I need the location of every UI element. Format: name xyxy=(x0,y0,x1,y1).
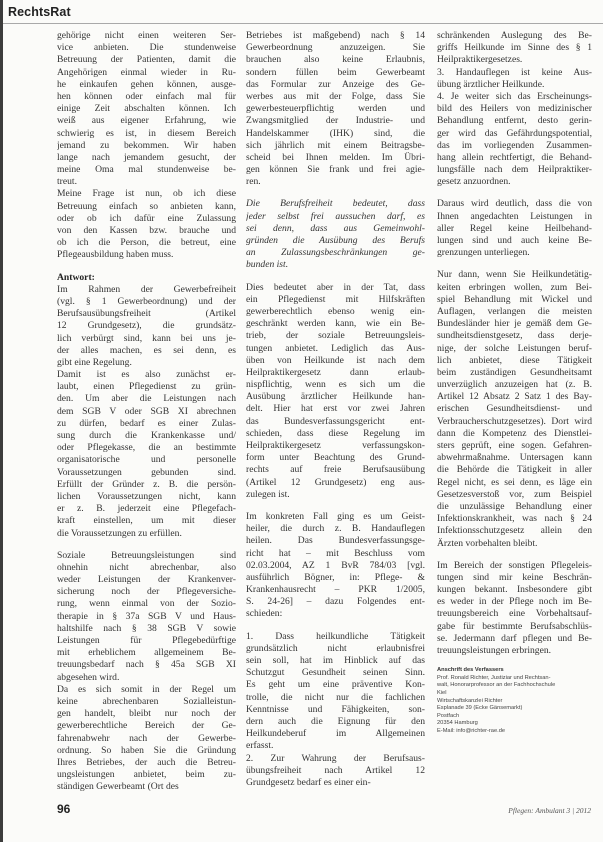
text-line: vice anbieten. Die stundenweise xyxy=(57,42,236,54)
author-box-line: Prof. Ronald Richter, Justiziar und Rechtsan- xyxy=(437,674,551,681)
text-line: üben von Heilkunde ist nach dem xyxy=(246,354,425,366)
text-line: oder Pflegekasse, die an bestimmte xyxy=(57,442,236,454)
text-line: S. 24-26] – dazu Folgendes ent- xyxy=(246,596,425,608)
text-section xyxy=(437,269,592,549)
paragraph xyxy=(437,198,592,259)
author-box-line: Wirtschaftskanzlei Richter xyxy=(437,697,503,704)
text-line: (vgl. § 1 Gewerbeordnung) und der xyxy=(57,295,236,307)
text-line: trieb, der soziale Betreuungsleis- xyxy=(246,330,425,342)
text-line: Auflagen, verlangen die meisten xyxy=(437,305,592,317)
text-line: lich verbürgt sind, kann bei uns je- xyxy=(57,332,236,344)
text-line: ren. xyxy=(246,176,261,188)
text-line: gibt eine Regelung. xyxy=(57,356,132,368)
text-line: Da es sich somit in der Regel um xyxy=(57,683,236,695)
text-line: mit erheblichem allgemeinem Be- xyxy=(57,647,236,659)
text-line: Soziale Betreuungsleistungen sind xyxy=(57,549,236,561)
text-line: das im vorliegenden Zusammen- xyxy=(437,139,592,151)
text-line: Berufsausübungsfreiheit (Artikel xyxy=(57,308,236,320)
text-line: weder Leistungen der Krankenver- xyxy=(57,574,236,586)
text-line: ordnung. So haben Sie die Gründung xyxy=(57,744,236,756)
paragraph xyxy=(437,30,592,67)
paragraph xyxy=(57,684,236,794)
text-line: oder ob ich dafür eine Zulassung xyxy=(57,212,236,224)
text-line: jeder selbst frei aussuchen darf, es xyxy=(246,210,425,222)
text-line: Meine Frage ist nun, ob ich diese xyxy=(57,188,236,200)
paragraph xyxy=(57,188,236,261)
paragraph xyxy=(57,550,236,684)
text-line: Heilkundeberuf im Allgemeinen xyxy=(246,728,425,740)
text-line: dann die Kompetenz des Dienstlei- xyxy=(437,427,592,439)
text-line: hang allein rechtfertigt, die Behand- xyxy=(437,151,592,163)
paragraph xyxy=(246,753,425,790)
paragraph xyxy=(246,30,425,188)
text-line: Infektionsschutzgesetz allein den xyxy=(437,525,592,537)
answer-heading: Antwort: xyxy=(57,271,95,283)
text-line: sich jährlich mit einem Beitragsbe- xyxy=(246,139,425,151)
text-line: Im Rahmen der Gewerbefreiheit xyxy=(57,283,236,295)
text-line: dern auch die Eignung für den xyxy=(246,715,425,727)
text-line: gewerbesteuerpflichtig werden und xyxy=(246,103,425,115)
text-line: er z. B. jederzeit eine Pflegefach- xyxy=(57,503,236,515)
scan-edge xyxy=(0,0,3,842)
text-line: den. Um aber die Leistungen nach xyxy=(57,393,236,405)
text-line: Infektionskrankheit, was nach § 24 xyxy=(437,513,592,525)
text-line: laubt, einen Pflegedienst zu grün- xyxy=(57,381,236,393)
text-line: Nur dann, wenn Sie Heilkundetätig- xyxy=(437,269,592,281)
author-box-line: Esplanade 39 (Ecke Gänsemarkt) xyxy=(437,705,523,712)
text-line: treuungsbedarf nach § 45a SGB XI xyxy=(57,659,236,671)
text-line: Angehörigen einmal wieder in Ru- xyxy=(57,66,236,78)
text-line: Behandlung entfernt, desto gerin- xyxy=(437,115,592,127)
text-line: hen können oder einfach mal für xyxy=(57,90,236,102)
text-line: Ihres Betriebes, der auch die Betreu- xyxy=(57,756,236,768)
text-section xyxy=(57,30,236,262)
text-line: Regel nicht, es sei denn, es läge ein xyxy=(437,476,592,488)
text-line: gewerberechtlich ebenso wenig ein- xyxy=(246,305,425,317)
text-line: schieden: xyxy=(246,608,283,620)
text-line: tungen anbietet. Lediglich das Aus- xyxy=(246,342,425,354)
section-title: RechtsRat xyxy=(8,5,71,19)
text-line: fahrenabwehr nach der Gewerbe- xyxy=(57,732,236,744)
text-line: jemand zu bekommen. Wir haben xyxy=(57,139,236,151)
text-line: ohnehin nicht abrechenbar, also xyxy=(57,561,236,573)
text-line: sundheitsdienstgesetz, dass derje- xyxy=(437,330,592,342)
text-line: an Zulassungsbeschränkungen ge- xyxy=(246,247,425,259)
text-line: 02.03.2004, AZ 1 BvR 784/03 [vgl. xyxy=(246,559,425,571)
page-header xyxy=(3,0,603,24)
text-line: bild des Heilers von medizinischer xyxy=(437,103,592,115)
text-line: Bundesländer hier je gemäß dem Ge- xyxy=(437,318,592,330)
text-line: der alles machen, es sei denn, es xyxy=(57,344,236,356)
text-line: keiten erbringen wollen, zum Bei- xyxy=(437,281,592,293)
text-section xyxy=(57,550,236,794)
author-address-box xyxy=(437,667,592,735)
text-line: ger wird das Gefährdungspotential, xyxy=(437,127,592,139)
text-line: gen handelt, bleibt nur noch der xyxy=(57,708,236,720)
text-line: Verbraucherschutzgesetzes). Dort wird xyxy=(437,415,592,427)
text-line: ein Pflegedienst mit Hilfskräften xyxy=(246,293,425,305)
text-line: Ärzten vorbehalten bleibt. xyxy=(437,537,538,549)
text-line: griffs Heilkunde im Sinne des § 1 xyxy=(437,42,592,54)
text-line: ständigen Gewerbeamt (Ort des xyxy=(57,781,179,793)
text-line: 4. Je weiter sich das Erscheinungs- xyxy=(437,90,592,102)
text-line: zu dürfen, bedarf es einer Zulas- xyxy=(57,417,236,429)
text-line: lungsfälle nach dem Heilpraktiker- xyxy=(437,164,592,176)
text-line: Zwangsmitglied der Industrie- und xyxy=(246,115,425,127)
text-line: Schutzgut Gesundheit seinen Sinn. xyxy=(246,667,425,679)
author-box-title: Anschrift des Verfassers xyxy=(437,667,504,674)
text-line: einige Zeit abschalten können. Ich xyxy=(57,103,236,115)
text-line: gehörige nicht einen weiteren Ser- xyxy=(57,30,236,41)
text-line: Grundgesetz bedarf es einer ein- xyxy=(246,776,371,788)
text-line: spiel Behandlung mit Wickel und xyxy=(437,293,592,305)
text-section xyxy=(437,30,592,188)
text-column-3 xyxy=(437,30,592,736)
paragraph xyxy=(57,369,236,540)
text-line: organisatorische und personelle xyxy=(57,454,236,466)
text-line: lungen sind und auch keine Be- xyxy=(437,235,592,246)
text-section xyxy=(246,30,425,188)
text-line: übungsfreiheit nach Artikel 12 xyxy=(246,764,425,776)
text-line: keine abrechenbaren Sozialleistun- xyxy=(57,695,236,707)
text-line: meine Oma mal stundenweise be- xyxy=(57,164,236,176)
text-column-1 xyxy=(57,30,236,793)
text-line: therapie in § 37a SGB V und Haus- xyxy=(57,610,236,622)
text-line: abgesehen wird. xyxy=(57,671,120,683)
text-line: aller Regel keine Heilbehand- xyxy=(437,222,592,234)
text-line: Leistungen für Pflegebedürftige xyxy=(57,635,236,646)
text-line: sicherung noch der Pflegeversiche- xyxy=(57,586,236,598)
text-line: form unter Beachtung des Grund- xyxy=(246,452,425,464)
text-line: weiß aus eigener Erfahrung, wie xyxy=(57,115,236,127)
text-line: erfasst. xyxy=(246,740,274,752)
text-line: heilen. Das Bundesverfassungsge- xyxy=(246,535,425,547)
text-line: treut. xyxy=(57,176,77,188)
text-line: gründen die Ausübung des Berufs xyxy=(246,235,425,246)
text-line: Dies bedeutet aber in der Tat, dass xyxy=(246,281,425,293)
author-box-line: walt, Honorarprofessor an der Fachhochschule xyxy=(437,682,556,689)
text-line: sters geprüft, eine sogen. Gefahren- xyxy=(437,440,592,451)
text-line: grenzungen unterliegen. xyxy=(437,247,530,259)
text-line: Damit ist es also zunächst er- xyxy=(57,369,236,381)
text-line: Daraus wird deutlich, dass die von xyxy=(437,198,592,210)
author-box-line: Kiel xyxy=(437,689,447,696)
text-line: Heilpraktikergesetzes. xyxy=(437,54,523,66)
text-line: Gesetzesverstoß vor, zum Beispiel xyxy=(437,488,592,500)
paragraph xyxy=(246,198,425,271)
text-line: Ihnen angedachten Leistungen in xyxy=(437,210,592,222)
text-line: Betreuung einfach so anbieten kann, xyxy=(57,200,236,212)
text-line: se. Jedermann darf pflegen und Be- xyxy=(437,632,592,644)
text-line: Heilpraktikergesetz verfassungskon- xyxy=(246,440,425,451)
text-line: (Artikel 12 Grundgesetz) eng aus- xyxy=(246,476,425,488)
text-line: Kenntnisse und Fähigkeiten, son- xyxy=(246,703,425,715)
paragraph xyxy=(437,67,592,91)
text-line: Im Bereich der sonstigen Pflegeleis- xyxy=(437,559,592,571)
page-number: 96 xyxy=(57,802,71,816)
paragraph xyxy=(246,511,425,621)
text-line: bunden ist. xyxy=(246,259,289,271)
text-line: richt hat – mit Beschluss vom xyxy=(246,547,425,559)
text-line: scheid bei Ihnen melden. Im Übri- xyxy=(246,151,425,163)
text-line: die Voraussetzungen zu erfüllen. xyxy=(57,527,182,539)
text-section xyxy=(437,560,592,658)
text-section xyxy=(246,282,425,501)
text-line: kraft einstellen, um mit dieser xyxy=(57,515,236,527)
text-line: es weder in der Pflege noch im Be- xyxy=(437,596,592,608)
text-line: Betreuung der Patienten, damit die xyxy=(57,54,236,66)
paragraph xyxy=(246,282,425,501)
text-line: unverzüglich anzuzeigen hat (z. B. xyxy=(437,379,592,391)
text-line: heiler, die durch z. B. Handauflegen xyxy=(246,523,425,535)
text-line: gesetz anzuordnen. xyxy=(437,176,511,188)
text-line: Die Berufsfreiheit bedeutet, dass xyxy=(246,198,425,210)
text-line: Artikel 12 Absatz 2 Satz 1 des Bay- xyxy=(437,391,592,403)
text-line: lich anbietet, diese Tätigkeit xyxy=(437,354,592,366)
text-line: beim zuständigen Gesundheitsamt xyxy=(437,366,592,378)
text-line: Gewerbeordnung anzuzeigen. Sie xyxy=(246,42,425,54)
text-line: das Bundesverfassungsgericht ent- xyxy=(246,415,425,427)
text-line: treuungsleistungen erbringen. xyxy=(437,645,552,656)
text-line: kungen bekannt. Insbesondere gibt xyxy=(437,584,592,596)
text-line: geschränkt werden kann, wie ein Be- xyxy=(246,318,425,330)
paragraph xyxy=(57,30,236,188)
text-line: 2. Zur Wahrung der Berufsaus- xyxy=(246,752,425,764)
text-line: treuungsbereich eine Vorbehaltsauf- xyxy=(437,608,592,620)
paragraph xyxy=(437,560,592,658)
paragraph xyxy=(246,631,425,753)
text-line: delt. Hier hat erst vor zwei Jahren xyxy=(246,403,425,415)
publication-info: Pflegen: Ambulant 3 | 2012 xyxy=(508,806,591,815)
text-line: haltshilfe nach § 38 SGB V sowie xyxy=(57,622,236,634)
text-line: gabe für bestimmte Berufsabschlüs- xyxy=(437,620,592,632)
text-section xyxy=(437,198,592,259)
text-line: sein soll, hat im Hinblick auf das xyxy=(246,655,425,666)
text-line: sung durch die Krankenkasse und/ xyxy=(57,430,236,441)
text-line: dem SGB V oder SGB XI abrechnen xyxy=(57,405,236,417)
text-line: 3. Handauflegen ist keine Aus- xyxy=(437,66,592,78)
text-line: he einkaufen gehen können, ausge- xyxy=(57,78,236,90)
paragraph xyxy=(437,91,592,189)
text-line: sei denn, dass aus Gemeinwohl- xyxy=(246,222,425,234)
paragraph xyxy=(437,269,592,549)
text-line: Pflegeausbildung haben muss. xyxy=(57,249,174,261)
text-line: ungsleistungen anbietet, beim zu- xyxy=(57,769,236,781)
text-section xyxy=(246,631,425,789)
text-line: lichen Voraussetzungen nicht, kann xyxy=(57,490,236,502)
text-line: Erfüllt der Gründer z. B. die persön- xyxy=(57,478,236,490)
author-box-line: Postfach xyxy=(437,712,460,719)
answer-section xyxy=(57,272,236,540)
text-line: die Behörde die Tätigkeit in aller xyxy=(437,464,592,476)
text-line: zulegen ist. xyxy=(246,488,290,500)
text-column-2 xyxy=(246,30,425,789)
pull-quote xyxy=(246,198,425,271)
author-box-line: 20354 Hamburg xyxy=(437,720,478,727)
paragraph xyxy=(57,284,236,369)
text-line: tungen sind mir keine Beschrän- xyxy=(437,571,592,583)
text-line: das Formular zur Anzeige des Ge- xyxy=(246,78,425,90)
text-line: Krankenhausrecht – PKR 1/2005, xyxy=(246,584,425,596)
text-line: gen können Sie frank und frei agie- xyxy=(246,164,425,176)
text-line: Es geht um eine präventive Kon- xyxy=(246,679,425,691)
text-line: nispflichtig, wenn es sich um die xyxy=(246,379,425,391)
text-line: gewerberechtliche Bereich der Ge- xyxy=(57,720,236,732)
text-line: abwehrmaßnahme. Untersagen kann xyxy=(437,452,592,464)
text-line: rechts auf freie Berufsausübung xyxy=(246,464,425,476)
text-line: trolle, die nicht nur die fachlichen xyxy=(246,691,425,703)
text-line: von den Kassen bzw. brauche und xyxy=(57,225,236,236)
text-line: schwierig es ist, in diesem Bereich xyxy=(57,127,236,139)
text-line: schieden, dass diese Regelung im xyxy=(246,427,425,439)
author-box-line: E-Mail: info@richter-rae.de xyxy=(437,727,506,734)
text-line: lange nach jemandem gesucht, der xyxy=(57,151,236,163)
text-line: schränkenden Auslegung des Be- xyxy=(437,30,592,41)
text-line: 12 Grundgesetz), die grundsätz- xyxy=(57,320,236,332)
text-line: nige, der solche Leistungen beruf- xyxy=(437,342,592,354)
text-line: ob ich die Person, die betreut, eine xyxy=(57,237,236,249)
text-line: ausführlich Bögner, in: Pflege- & xyxy=(246,571,425,583)
text-line: brauchen also keine Erlaubnis, xyxy=(246,54,425,66)
text-section xyxy=(246,511,425,621)
text-line: die unzulässige Behandlung einer xyxy=(437,500,592,512)
text-line: Ausübung ärztlicher Heilkunde han- xyxy=(246,391,425,403)
text-line: übung ärztlicher Heilkunde. xyxy=(437,78,545,90)
text-line: Heilpraktikergesetz dann erlaub- xyxy=(246,366,425,378)
text-line: Voraussetzungen gebunden sind. xyxy=(57,466,236,478)
text-line: erischen Gesundheitsdienst- und xyxy=(437,403,592,415)
text-line: grundsätzlich nicht erlaubnisfrei xyxy=(246,642,425,654)
text-line: werbes aus mit der Folge, dass Sie xyxy=(246,90,425,102)
text-line: Im konkreten Fall ging es um Geist- xyxy=(246,510,425,522)
text-line: Handelskammer (IHK) sind, die xyxy=(246,127,425,139)
text-line: sondern füllen beim Gewerbeamt xyxy=(246,66,425,78)
text-line: 1. Dass heilkundliche Tätigkeit xyxy=(246,630,425,642)
text-line: rung, wenn einmal von der Sozio- xyxy=(57,598,236,610)
text-line: Betriebes ist maßgebend) nach § 14 xyxy=(246,30,425,41)
